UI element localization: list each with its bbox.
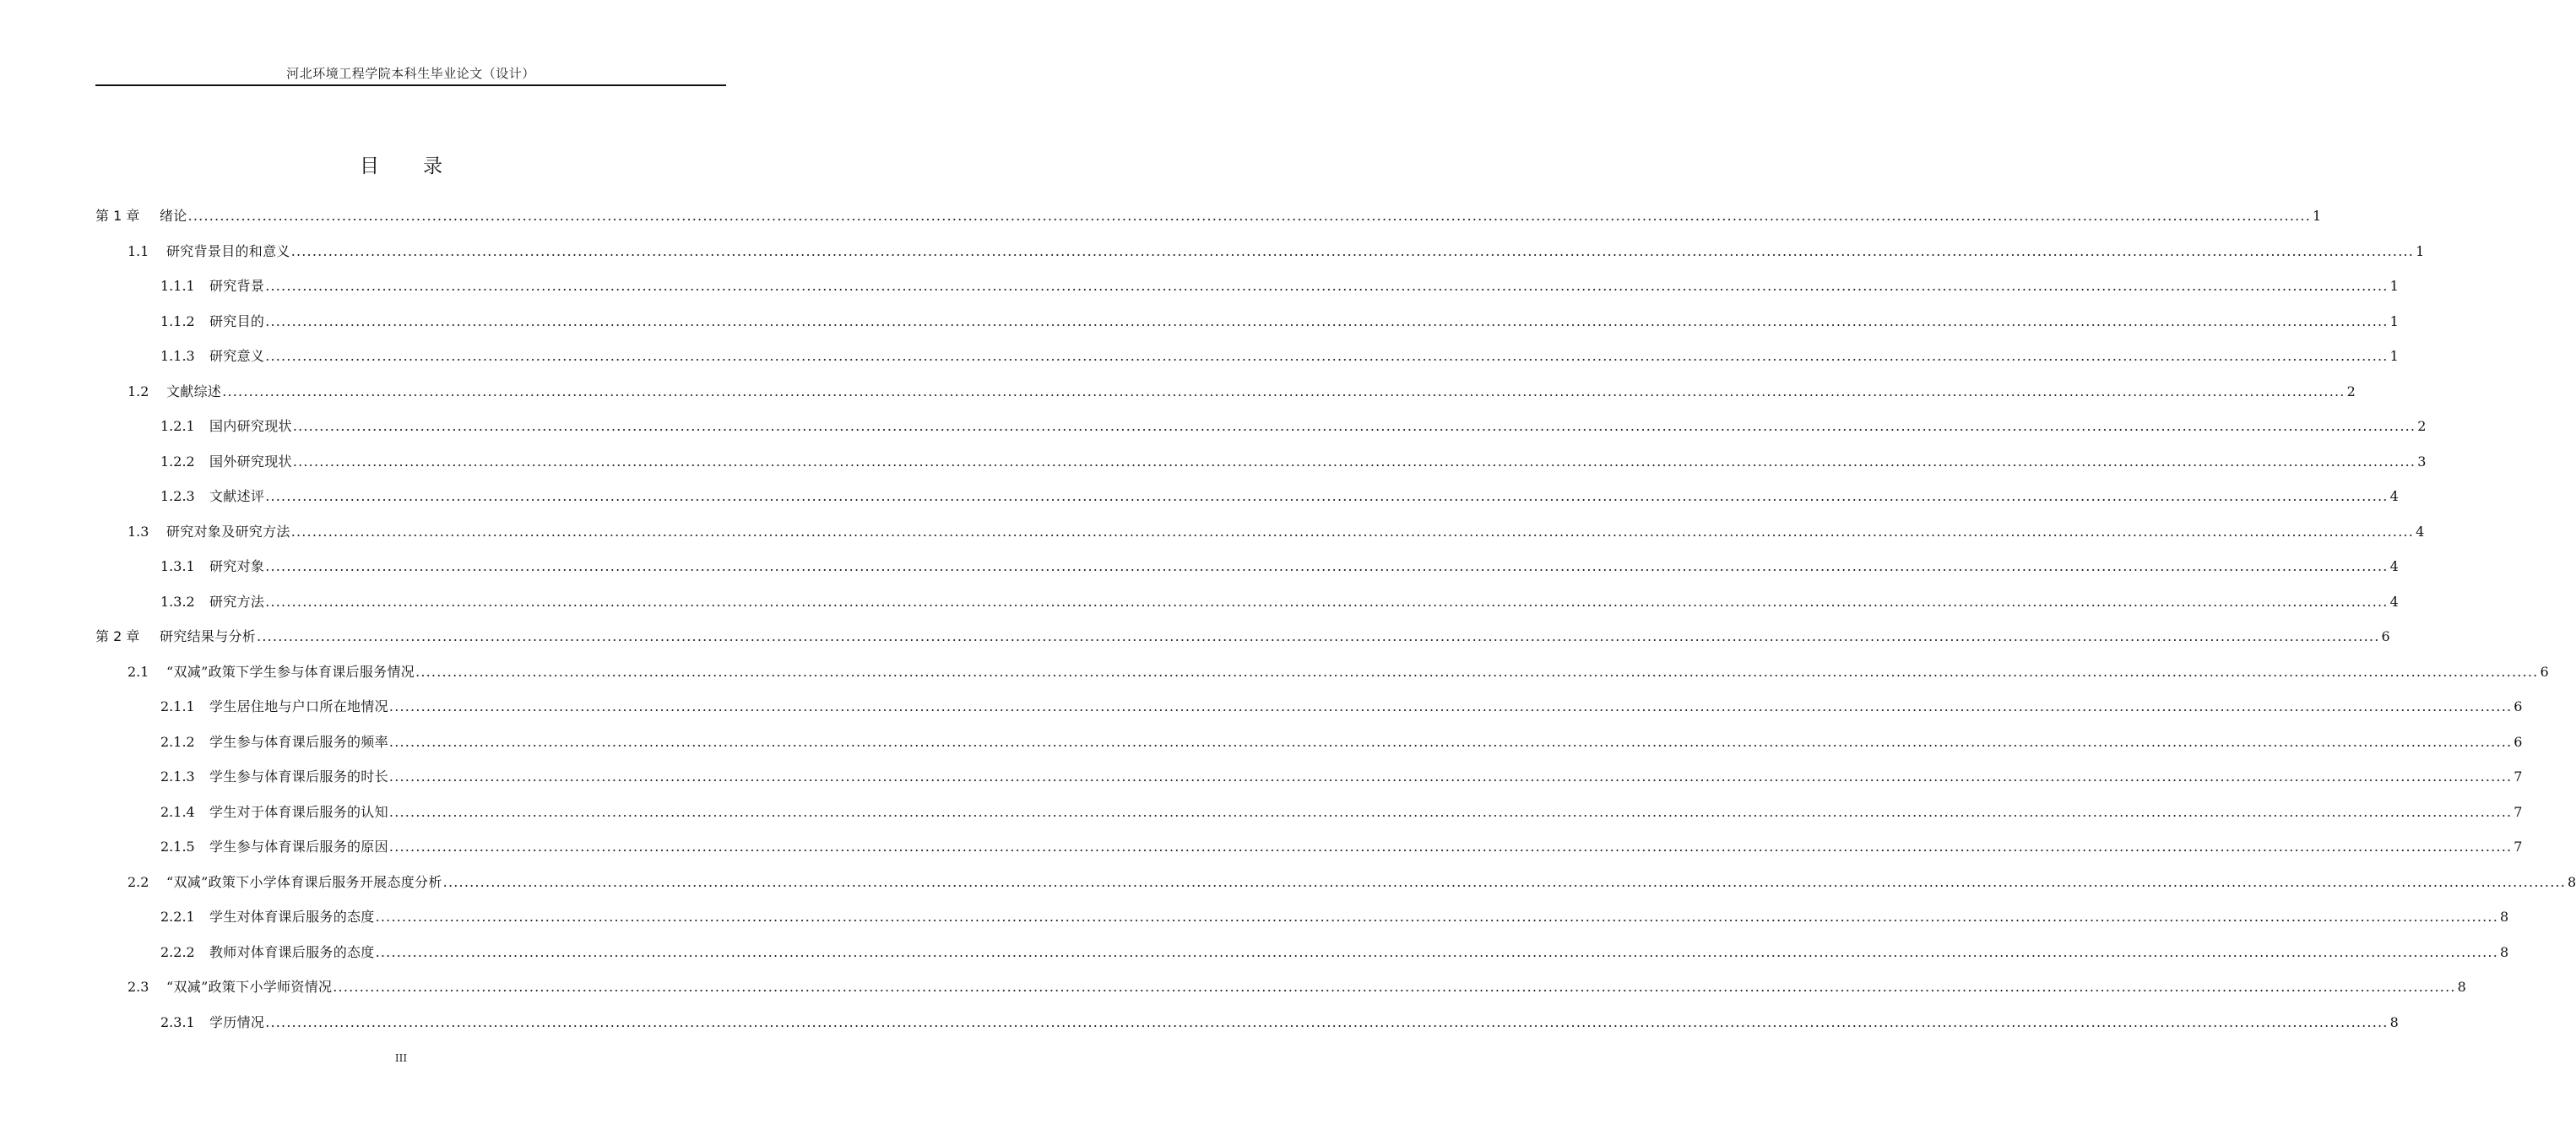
toc-entry[interactable] xyxy=(160,589,2399,611)
toc-entry[interactable] xyxy=(160,448,2427,470)
toc-entry-number: 1.2.2 xyxy=(160,453,195,470)
toc-entry-page: 4 xyxy=(2389,558,2399,574)
toc-entry-title: 研究背景 xyxy=(209,278,265,294)
toc-entry-title: 研究意义 xyxy=(209,348,265,364)
toc-entry-page: 1 xyxy=(2416,242,2425,259)
toc-leader-dots: ................................................................................................................................................................................................................................................................................................................................................................................................................ xyxy=(388,803,2513,820)
toc-leader-dots: ................................................................................................................................................................................................................................................................................................................................................................................................................ xyxy=(265,488,2389,504)
toc-entry-page: 2 xyxy=(2417,418,2427,434)
toc-leader-dots: ................................................................................................................................................................................................................................................................................................................................................................................................................ xyxy=(388,839,2513,855)
toc-entry-page: 6 xyxy=(2540,663,2549,680)
toc-entry-number: 2.3.1 xyxy=(160,1013,195,1030)
toc-entry[interactable] xyxy=(95,623,2390,645)
toc-entry[interactable] xyxy=(160,413,2427,435)
toc-entry[interactable] xyxy=(160,904,2509,926)
toc-entry[interactable] xyxy=(160,308,2399,330)
toc-entry-title: 学生对于体育课后服务的认知 xyxy=(209,803,388,820)
toc-entry-title: 教师对体育课后服务的态度 xyxy=(209,943,375,960)
toc-entry-title: 国外研究现状 xyxy=(209,453,292,470)
toc-entry-number: 2.1.4 xyxy=(160,803,195,820)
toc-leader-dots: ................................................................................................................................................................................................................................................................................................................................................................................................................ xyxy=(265,278,2389,294)
toc-entry-page: 6 xyxy=(2514,733,2523,750)
toc-entry-title: 国内研究现状 xyxy=(209,418,292,434)
toc-leader-dots: ................................................................................................................................................................................................................................................................................................................................................................................................................ xyxy=(388,768,2513,785)
toc-entry-number: 第 1 章 xyxy=(95,208,140,224)
toc-entry-number: 1.2.3 xyxy=(160,488,195,504)
toc-entry-number: 2.1.3 xyxy=(160,768,195,785)
toc-entry-page: 7 xyxy=(2514,803,2523,820)
toc-entry-title: 文献述评 xyxy=(209,488,265,504)
toc-leader-dots: ................................................................................................................................................................................................................................................................................................................................................................................................................ xyxy=(290,242,2415,259)
toc-leader-dots: ................................................................................................................................................................................................................................................................................................................................................................................................................ xyxy=(265,1013,2389,1030)
toc-entry-page: 6 xyxy=(2514,698,2523,714)
toc-entry-page: 3 xyxy=(2417,453,2427,470)
toc-entry-page: 7 xyxy=(2514,839,2523,855)
toc-entry-page: 1 xyxy=(2389,312,2399,329)
toc-leader-dots: ................................................................................................................................................................................................................................................................................................................................................................................................................ xyxy=(265,348,2389,364)
toc-entry-number: 1.3 xyxy=(127,523,149,540)
toc-entry-number: 2.2.2 xyxy=(160,943,195,960)
toc-entry-number: 1.3.2 xyxy=(160,593,195,610)
toc-entry[interactable] xyxy=(160,834,2523,855)
toc-leader-dots: ................................................................................................................................................................................................................................................................................................................................................................................................................ xyxy=(388,733,2513,750)
toc-entry-number: 1.2 xyxy=(127,383,149,399)
toc-entry[interactable] xyxy=(160,343,2399,365)
toc-entry-page: 8 xyxy=(2568,873,2576,890)
toc-entry[interactable] xyxy=(127,974,2466,996)
toc-entry[interactable] xyxy=(160,729,2523,751)
toc-entry-page: 4 xyxy=(2389,593,2399,610)
toc-leader-dots: ................................................................................................................................................................................................................................................................................................................................................................................................................ xyxy=(265,312,2389,329)
toc-entry-page: 4 xyxy=(2416,523,2425,540)
toc-entry-number: 1.3.1 xyxy=(160,558,195,574)
title-char-2: 录 xyxy=(423,155,442,177)
toc-leader-dots: ................................................................................................................................................................................................................................................................................................................................................................................................................ xyxy=(290,523,2415,540)
toc-entry-number: 第 2 章 xyxy=(95,628,140,644)
toc-entry-number: 2.1.5 xyxy=(160,839,195,855)
toc-entry-title: “双减”政策下小学师资情况 xyxy=(166,979,333,995)
toc-entry[interactable] xyxy=(160,273,2399,295)
toc-leader-dots: ................................................................................................................................................................................................................................................................................................................................................................................................................ xyxy=(257,628,2380,644)
toc-entry[interactable] xyxy=(127,378,2356,400)
toc-entry-page: 2 xyxy=(2346,383,2356,399)
toc-entry[interactable] xyxy=(160,939,2509,961)
toc-entry-title: 学生参与体育课后服务的原因 xyxy=(209,839,388,855)
toc-entry-title: 研究结果与分析 xyxy=(160,628,257,644)
toc-entry[interactable] xyxy=(127,659,2549,681)
toc-entry[interactable] xyxy=(160,693,2523,715)
toc-entry-title: “双减”政策下小学体育课后服务开展态度分析 xyxy=(166,873,442,890)
toc-entry[interactable] xyxy=(160,1009,2399,1031)
toc-entry-title: 文献综述 xyxy=(166,383,222,399)
toc-entry-title: 研究对象及研究方法 xyxy=(166,523,290,540)
toc-entry-number: 1.1 xyxy=(127,242,149,259)
toc-entry-title: 学历情况 xyxy=(209,1013,265,1030)
toc-leader-dots: ................................................................................................................................................................................................................................................................................................................................................................................................................ xyxy=(375,943,2498,960)
toc-leader-dots: ................................................................................................................................................................................................................................................................................................................................................................................................................ xyxy=(222,383,2346,399)
page-number: III xyxy=(394,1052,408,1064)
toc-entry-title: 研究对象 xyxy=(209,558,265,574)
toc-entry-number: 2.1.2 xyxy=(160,733,195,750)
toc-entry-number: 1.1.1 xyxy=(160,278,195,294)
page-header: 河北环境工程学院本科生毕业论文（设计） xyxy=(286,66,535,81)
toc-entry-title: 研究目的 xyxy=(209,312,265,329)
toc-entry[interactable] xyxy=(160,763,2523,785)
toc-leader-dots: ................................................................................................................................................................................................................................................................................................................................................................................................................ xyxy=(265,558,2389,574)
toc-entry-page: 7 xyxy=(2514,768,2523,785)
toc-entry-page: 8 xyxy=(2499,943,2509,960)
toc-entry-page: 8 xyxy=(2457,979,2466,995)
toc-entry-number: 1.2.1 xyxy=(160,418,195,434)
toc-leader-dots: ................................................................................................................................................................................................................................................................................................................................................................................................................ xyxy=(265,593,2389,610)
toc-entry[interactable] xyxy=(160,483,2399,505)
toc-leader-dots: ................................................................................................................................................................................................................................................................................................................................................................................................................ xyxy=(375,909,2498,925)
toc-entry-number: 2.1.1 xyxy=(160,698,195,714)
toc-entry-number: 1.1.2 xyxy=(160,312,195,329)
toc-entry[interactable] xyxy=(160,553,2399,575)
toc-leader-dots: ................................................................................................................................................................................................................................................................................................................................................................................................................ xyxy=(333,979,2456,995)
toc-leader-dots: ................................................................................................................................................................................................................................................................................................................................................................................................................ xyxy=(442,873,2567,890)
toc-entry[interactable] xyxy=(127,869,2576,891)
toc-entry[interactable] xyxy=(95,203,2322,225)
toc-leader-dots: ................................................................................................................................................................................................................................................................................................................................................................................................................ xyxy=(292,418,2416,434)
toc-entry-page: 1 xyxy=(2312,208,2322,224)
toc-entry-title: 研究背景目的和意义 xyxy=(166,242,290,259)
toc-entry-page: 1 xyxy=(2389,278,2399,294)
toc-entry-number: 2.3 xyxy=(127,979,149,995)
toc-entry-title: 学生参与体育课后服务的频率 xyxy=(209,733,388,750)
toc-leader-dots: ................................................................................................................................................................................................................................................................................................................................................................................................................ xyxy=(292,453,2416,470)
toc-entry-title: 学生参与体育课后服务的时长 xyxy=(209,768,388,785)
toc-entry-number: 1.1.3 xyxy=(160,348,195,364)
toc-leader-dots: ................................................................................................................................................................................................................................................................................................................................................................................................................ xyxy=(415,663,2539,680)
toc-entry-number: 2.2 xyxy=(127,873,149,890)
toc-entry[interactable] xyxy=(127,238,2425,260)
toc-entry[interactable] xyxy=(127,519,2425,540)
toc-entry-page: 1 xyxy=(2389,348,2399,364)
toc-leader-dots: ................................................................................................................................................................................................................................................................................................................................................................................................................ xyxy=(187,208,2311,224)
toc-entry-number: 2.1 xyxy=(127,663,149,680)
toc-entry-title: 绪论 xyxy=(160,208,187,224)
toc-entry-page: 8 xyxy=(2389,1013,2399,1030)
toc-entry-page: 6 xyxy=(2381,628,2390,644)
toc-entry-title: 研究方法 xyxy=(209,593,265,610)
title-char-1: 目 xyxy=(360,155,379,177)
toc-entry-number: 2.2.1 xyxy=(160,909,195,925)
toc-entry-title: 学生对体育课后服务的态度 xyxy=(209,909,375,925)
toc-entry-title: 学生居住地与户口所在地情况 xyxy=(209,698,388,714)
toc-entry-title: “双减”政策下学生参与体育课后服务情况 xyxy=(166,663,415,680)
toc-entry-page: 8 xyxy=(2499,909,2509,925)
toc-leader-dots: ................................................................................................................................................................................................................................................................................................................................................................................................................ xyxy=(388,698,2513,714)
toc-entry[interactable] xyxy=(160,799,2523,821)
toc-entry-page: 4 xyxy=(2389,488,2399,504)
